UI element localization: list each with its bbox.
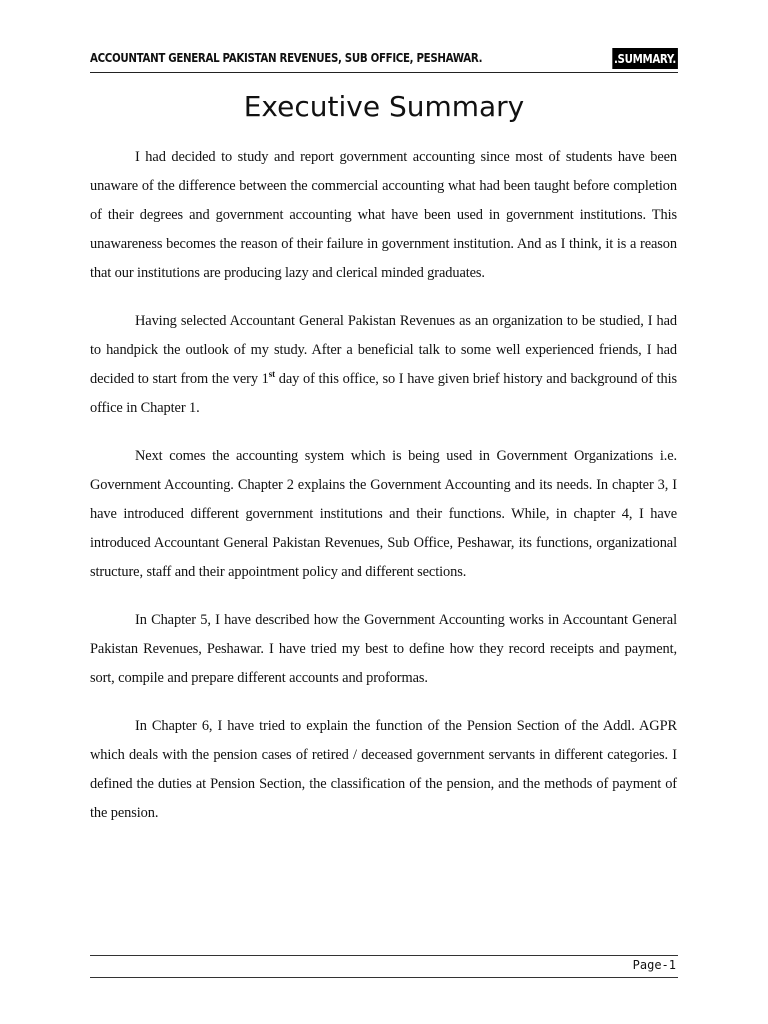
paragraph-2 <box>90 307 677 423</box>
footer-rule-top <box>90 955 678 956</box>
paragraph-2-start: Having selected Accountant General Pakistan Revenues as an organization to be studied, I had to handpick the outlook of my study. After a beneficial talk to some well experienced friends, I had decided to start from the very 1 <box>90 313 677 387</box>
page-title: Executive Summary <box>243 90 525 123</box>
paragraph-2-end: day of this office, so I have given brief history and background of this office in Chapter 1. <box>90 371 678 416</box>
page-number: Page-1 <box>632 958 676 972</box>
section-tag: .SUMMARY. <box>613 48 678 69</box>
page-header <box>90 48 678 73</box>
paragraph-3: Next comes the accounting system which is being used in Government Organizations i.e. Government Accounting. Chapter 2 explains the Government Accounting and its needs. In chapter 3, I have introduced different government institutions and their functions. While, in chapter 4, I have introduced Accountant General Pakistan Revenues, Sub Office, Peshawar, its functions, organizational structure, staff and their appointment policy and different sections. <box>90 448 677 580</box>
document-body <box>90 143 677 847</box>
ordinal-suffix: st <box>268 369 276 380</box>
paragraph-4: In Chapter 5, I have described how the Government Accounting works in Accountant General Pakistan Revenues, Peshawar. I have tried my best to define how they record receipts and payment, sort, compile and prepare different accounts and proformas. <box>90 612 677 686</box>
header-title: ACCOUNTANT GENERAL PAKISTAN REVENUES, SUB OFFICE, PESHAWAR. <box>90 50 483 65</box>
paragraph-5: In Chapter 6, I have tried to explain the function of the Pension Section of the Addl. AGPR which deals with the pension cases of retired / deceased government servants in different categories. I defined the duties at Pension Section, the classification of the pension, and the methods of payment of the pension. <box>90 718 677 821</box>
paragraph-1: I had decided to study and report government accounting since most of students have been unaware of the difference between the commercial accounting what had been taught before completion of their degrees and government accounting what have been used in government institutions. This unawareness becomes the reason of their failure in government institution. And as I think, it is a reason that our institutions are producing lazy and clerical minded graduates. <box>90 149 677 281</box>
footer-rule-bottom <box>90 977 678 978</box>
